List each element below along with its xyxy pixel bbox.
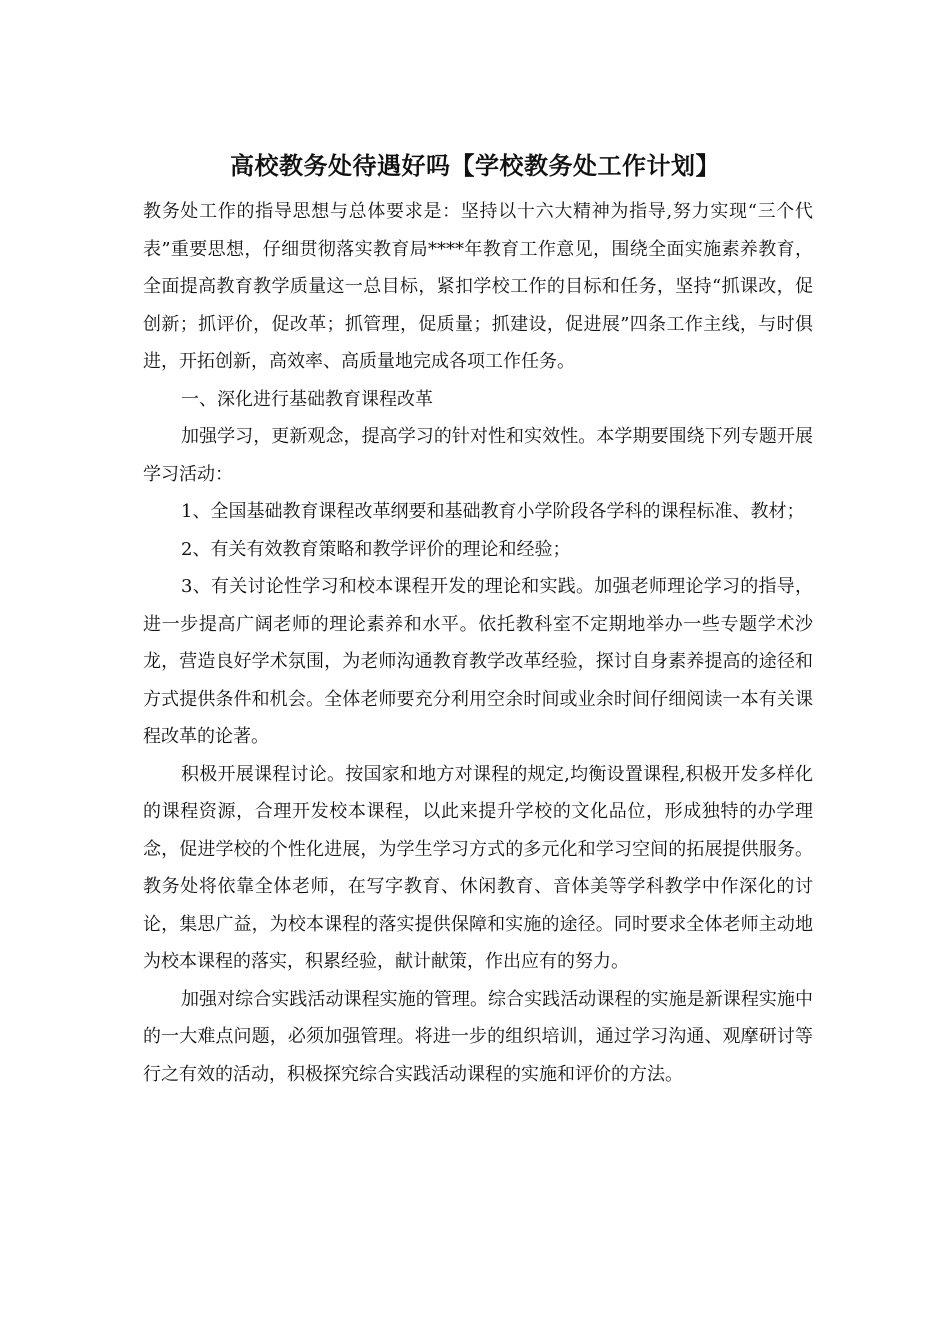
paragraph-practice: 加强对综合实践活动课程实施的管理。综合实践活动课程的实施是新课程实施中的一大难点问题，必须加强管理。将进一步的组织培训，通过学习沟通、观摩研讨等行之有效的活动，积极探究综合实践活动课程的实施和评价的方法。 xyxy=(143,988,813,1085)
list-item-1: 1、全国基础教育课程改革纲要和基础教育小学阶段各学科的课程标准、教材； xyxy=(181,501,805,522)
list-item-3: 3、有关讨论性学习和校本课程开发的理论和实践。加强老师理论学习的指导，进一步提高广阔老师的理论素养和水平。依托教科室不定期地举办一些专题学术沙龙，营造良好学术氛围，为老师沟通教育教学改革经验，探讨自身素养提高的途径和方式提供条件和机会。全体老师要充分利用空余时间或业余时间仔细阅读一本有关课程改革的论著。 xyxy=(143,576,813,747)
section-heading: 一、深化进行基础教育课程改革 xyxy=(181,388,433,410)
document-body xyxy=(143,193,813,1093)
paragraph-study: 加强学习，更新观念，提高学习的针对性和实效性。本学期要围绕下列专题开展学习活动： xyxy=(143,426,813,485)
paragraph-curriculum: 积极开展课程讨论。按国家和地方对课程的规定,均衡设置课程,积极开发多样化的课程资源，合理开发校本课程，以此来提升学校的文化品位，形成独特的办学理念，促进学校的个性化进展，为学生学习方式的多元化和学习空间的拓展提供服务。教务处将依靠全体老师，在写字教育、休闲教育、音体美等学科教学中作深化的讨论，集思广益，为校本课程的落实提供保障和实施的途径。同时要求全体老师主动地为校本课程的落实，积累经验，献计献策，作出应有的努力。 xyxy=(143,763,813,972)
document-title: 高校教务处待遇好吗【学校教务处工作计划】 xyxy=(230,152,720,180)
list-item-2: 2、有关有效教育策略和教学评价的理论和经验； xyxy=(181,538,571,560)
intro-paragraph: 教务处工作的指导思想与总体要求是：坚持以十六大精神为指导,努力实现“三个代表”重要思想，仔细贯彻落实教育局****年教育工作意见，围绕全面实施素养教育，全面提高教育教学质量这一总目标，紧扣学校工作的目标和任务，坚持“抓课改，促创新；抓评价，促改革；抓管理，促质量；抓建设，促进展”四条工作主线，与时俱进，开拓创新，高效率、高质量地完成各项工作任务。 xyxy=(143,201,813,372)
